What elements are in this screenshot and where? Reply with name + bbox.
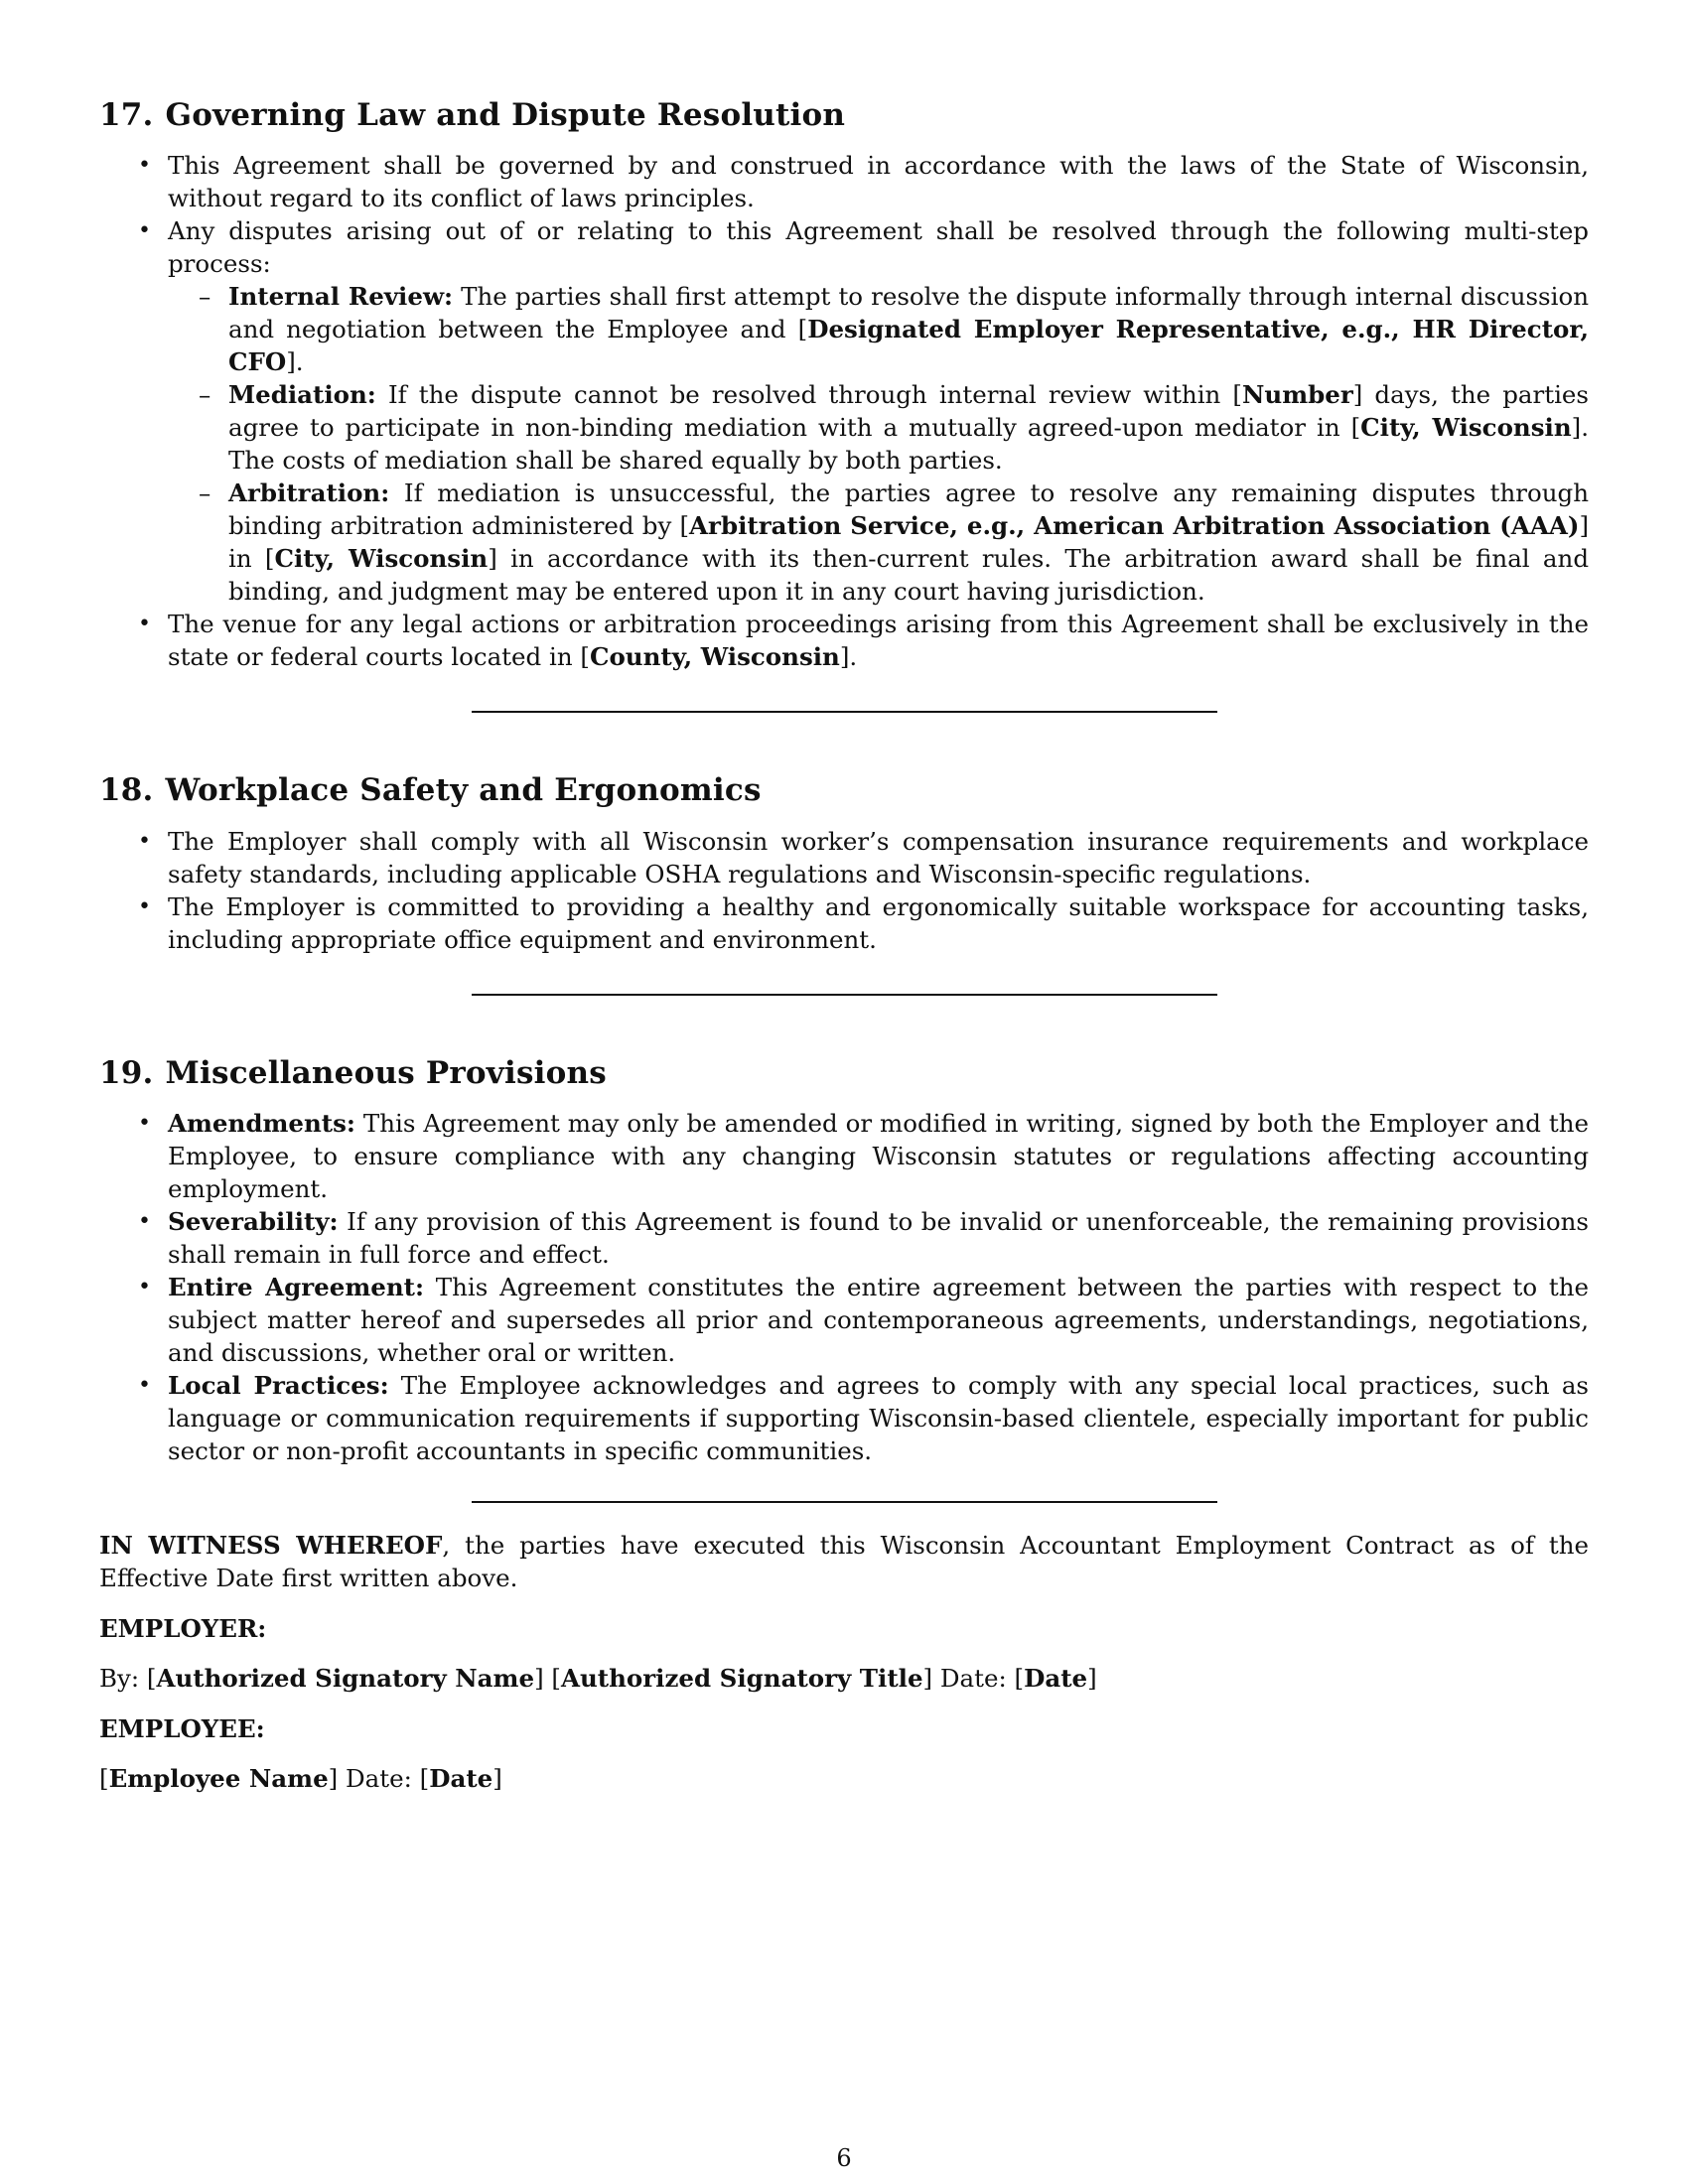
signature-block — [99, 1529, 1589, 1795]
item-label: Mediation: — [228, 380, 376, 410]
placeholder: Arbitration Service, e.g., American Arbitration Association (AAA) — [689, 511, 1580, 541]
list-item — [99, 1271, 1589, 1369]
bullet-icon: • — [138, 893, 151, 919]
signature-text: ] [ — [534, 1663, 561, 1693]
witness-lead: IN WITNESS WHEREOF — [99, 1530, 443, 1560]
dash-icon: – — [199, 282, 211, 312]
bullet-list — [99, 149, 1589, 673]
bullet-icon: • — [138, 153, 151, 179]
item-text: ] days, the parties agree to participate in non-binding mediation with a mutually agreed-upon mediator in [ — [228, 380, 1589, 443]
placeholder: Employee Name — [108, 1763, 329, 1793]
placeholder: Date — [429, 1763, 493, 1793]
employee-signature-line — [99, 1762, 1589, 1795]
item-text: ] in [ — [228, 511, 1589, 574]
signature-text: ] Date: [ — [922, 1663, 1025, 1693]
dash-icon: – — [199, 380, 211, 410]
bullet-icon: • — [138, 1110, 151, 1136]
dash-icon: – — [199, 478, 211, 508]
bullet-list — [99, 1107, 1589, 1467]
section-title: Governing Law and Dispute Resolution — [165, 97, 846, 133]
section-heading — [99, 1053, 1589, 1093]
sub-list — [168, 280, 1589, 608]
placeholder: City, Wisconsin — [274, 544, 489, 574]
bullet-icon: • — [138, 1208, 151, 1234]
bullet-icon: • — [138, 1274, 151, 1299]
placeholder: County, Wisconsin — [589, 642, 840, 672]
list-item-text: The Employer shall comply with all Wisconsin worker’s compensation insurance requirements and workplace safety standards, including applicable OSHA regulations and Wisconsin-specific regulations. — [168, 826, 1589, 888]
page-number: 6 — [836, 2144, 852, 2172]
list-item-text: Any disputes arising out of or relating to this Agreement shall be resolved through the following multi-step process: — [168, 216, 1589, 279]
section-number: 19. — [99, 1054, 154, 1091]
bullet-icon: • — [138, 1372, 151, 1398]
item-label: Entire Agreement: — [168, 1272, 425, 1301]
employee-heading: EMPLOYEE: — [99, 1713, 265, 1743]
section-19 — [99, 1053, 1589, 1503]
list-item — [99, 1205, 1589, 1271]
bullet-list — [99, 825, 1589, 956]
item-label: Internal Review: — [228, 282, 454, 312]
list-item — [99, 825, 1589, 890]
item-label: Severability: — [168, 1206, 339, 1236]
placeholder: Date — [1024, 1663, 1088, 1693]
item-text: The Employee acknowledges and agrees to comply with any special local practices, such as language or communication requirements if supporting Wisconsin-based clientele, especially important for public sector or non-profit accountants in specific communities. — [168, 1370, 1589, 1465]
placeholder: Designated Employer Representative, e.g., HR Director, CFO — [228, 315, 1590, 377]
sub-list-item — [168, 477, 1589, 608]
list-item — [99, 1107, 1589, 1205]
employer-signature-line — [99, 1662, 1589, 1695]
bullet-icon: • — [138, 612, 151, 637]
employer-heading: EMPLOYER: — [99, 1613, 267, 1643]
section-number: 18. — [99, 772, 154, 809]
sub-list-item — [168, 378, 1589, 477]
item-label: Local Practices: — [168, 1370, 389, 1400]
item-text: This Agreement may only be amended or modified in writing, signed by both the Employer and the Employee, to ensure compliance with any changing Wisconsin statutes or regulations affecting accounting employment. — [168, 1108, 1589, 1203]
section-divider — [472, 1501, 1217, 1503]
list-item — [99, 214, 1589, 608]
list-item — [99, 149, 1589, 214]
list-item-text: The venue for any legal actions or arbitration proceedings arising from this Agreement shall be exclusively in the state or federal courts located in [ — [168, 610, 1589, 672]
section-17 — [99, 95, 1589, 713]
signature-text: [ — [99, 1763, 109, 1793]
item-label: Amendments: — [168, 1108, 355, 1138]
item-text: If the dispute cannot be resolved through internal review within [ — [375, 380, 1242, 410]
witness-text: , the parties have executed this Wisconsin Accountant Employment Contract as of the Effective Date first written above. — [99, 1530, 1589, 1592]
item-label: Arbitration: — [228, 478, 390, 508]
item-text: ]. The costs of mediation shall be shared equally by both parties. — [228, 413, 1589, 476]
witness-clause — [99, 1529, 1589, 1594]
item-text: If mediation is unsuccessful, the parties agree to resolve any remaining disputes through binding arbitration administered by [ — [228, 478, 1589, 541]
section-title: Workplace Safety and Ergonomics — [165, 772, 762, 809]
section-heading — [99, 95, 1589, 135]
placeholder: City, Wisconsin — [1360, 413, 1572, 443]
section-number: 17. — [99, 97, 154, 133]
item-text: If any provision of this Agreement is found to be invalid or unenforceable, the remaining provisions shall remain in full force and effect. — [168, 1206, 1589, 1269]
list-item-text: The Employer is committed to providing a healthy and ergonomically suitable workspace for accounting tasks, including appropriate office equipment and environment. — [168, 891, 1589, 954]
signature-text: By: [ — [99, 1663, 157, 1693]
item-text: The parties shall first attempt to resolve the dispute informally through internal discussion and negotiation between the Employee and [ — [228, 282, 1589, 344]
bullet-icon: • — [138, 828, 151, 854]
item-text: ]. — [286, 347, 304, 377]
list-item — [99, 890, 1589, 956]
signature-text: ] — [492, 1763, 502, 1793]
item-text: This Agreement constitutes the entire agreement between the parties with respect to the subject matter hereof and supersedes all prior and contemporaneous agreements, understandings, negotiations, and discussions, whether oral or written. — [168, 1272, 1590, 1367]
placeholder: Authorized Signatory Name — [156, 1663, 535, 1693]
list-item — [99, 608, 1589, 673]
section-heading — [99, 770, 1589, 810]
document-page — [99, 95, 1589, 1795]
placeholder: Authorized Signatory Title — [560, 1663, 923, 1693]
section-18 — [99, 770, 1589, 995]
item-text: ] in accordance with its then-current rules. The arbitration award shall be final and binding, and judgment may be entered upon it in any court having jurisdiction. — [228, 544, 1589, 607]
signature-text: ] Date: [ — [328, 1763, 430, 1793]
list-item — [99, 1369, 1589, 1467]
placeholder: Number — [1241, 380, 1353, 410]
bullet-icon: • — [138, 218, 151, 244]
section-title: Miscellaneous Provisions — [165, 1054, 607, 1091]
sub-list-item — [168, 280, 1589, 378]
list-item-text: ]. — [839, 642, 858, 672]
list-item-text: This Agreement shall be governed by and construed in accordance with the laws of the State of Wisconsin, without regard to its conflict of laws principles. — [168, 151, 1589, 213]
signature-text: ] — [1087, 1663, 1097, 1693]
